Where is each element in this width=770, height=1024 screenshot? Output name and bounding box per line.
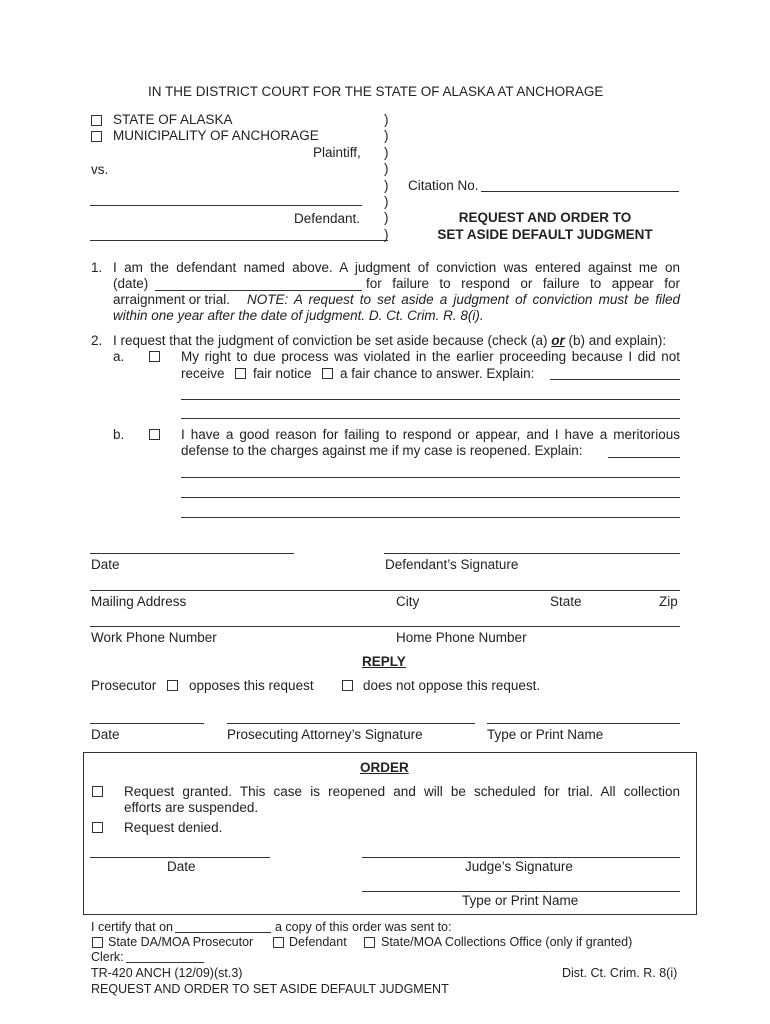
option-a-explain-line-1[interactable]	[550, 379, 680, 380]
request-granted-checkbox[interactable]	[92, 786, 103, 797]
judge-signature-field[interactable]	[362, 857, 680, 858]
state-da-label: State DA/MOA Prosecutor	[108, 935, 254, 949]
work-phone-label: Work Phone Number	[91, 630, 217, 645]
para1-number: 1.	[91, 260, 103, 275]
defendant-signature-field[interactable]	[384, 553, 680, 554]
fair-chance-checkbox[interactable]	[322, 368, 333, 379]
request-denied-checkbox[interactable]	[92, 822, 103, 833]
state-da-checkbox[interactable]	[92, 937, 103, 948]
para2-intro	[113, 333, 666, 348]
fair-chance-label: a fair chance to answer. Explain:	[340, 366, 535, 381]
form-title-line1: REQUEST AND ORDER TO	[458, 210, 632, 225]
defendant-copy-label: Defendant	[289, 935, 347, 949]
certify-text-b: a copy of this order was sent to:	[275, 920, 452, 934]
option-a-line1: My right to due process was violated in the earlier proceeding because I did not	[181, 349, 680, 364]
state-of-alaska-checkbox[interactable]	[91, 115, 102, 126]
para2-intro-a: I request that the judgment of conviction be set aside because (check (a)	[113, 333, 548, 348]
opposes-checkbox[interactable]	[167, 680, 178, 691]
option-a-checkbox[interactable]	[149, 351, 160, 362]
vs-label: vs.	[91, 162, 109, 177]
address-field[interactable]	[90, 590, 680, 591]
para1-date-label: (date)	[113, 276, 149, 291]
municipality-checkbox[interactable]	[91, 131, 102, 142]
zip-label: Zip	[659, 594, 678, 609]
reply-date-field[interactable]	[90, 723, 204, 724]
mailing-address-label: Mailing Address	[91, 594, 187, 609]
clerk-label: Clerk:	[91, 950, 124, 964]
fair-notice-label: fair notice	[253, 366, 312, 381]
reply-date-label: Date	[91, 727, 120, 742]
para2-number: 2.	[91, 333, 103, 348]
judge-name-label: Type or Print Name	[462, 893, 579, 908]
form-id: TR-420 ANCH (12/09)(st.3)	[91, 966, 243, 980]
opposes-label: opposes this request	[189, 678, 314, 693]
state-of-alaska-label: STATE OF ALASKA	[113, 112, 233, 127]
clerk-field[interactable]	[126, 962, 204, 963]
defendant-label: Defendant.	[294, 211, 361, 226]
option-b-line2: defense to the charges against me if my case is reopened. Explain:	[181, 443, 583, 458]
option-b-explain-line-1[interactable]	[608, 457, 680, 458]
option-b-checkbox[interactable]	[149, 429, 160, 440]
citation-number-field[interactable]	[481, 191, 679, 192]
judge-name-field[interactable]	[362, 891, 680, 892]
option-b-line1: I have a good reason for failing to respond or appear, and I have a meritorious	[181, 427, 680, 442]
certify-date-field[interactable]	[175, 932, 271, 933]
order-heading: ORDER	[360, 760, 409, 775]
para2-intro-or: or	[551, 333, 565, 348]
attorney-name-label: Type or Print Name	[487, 727, 604, 742]
para2-intro-b: (b) and explain):	[568, 333, 667, 348]
defendant-signature-label: Defendant’s Signature	[385, 557, 519, 572]
option-a-label: a.	[113, 349, 125, 364]
option-b-label: b.	[113, 427, 125, 442]
option-a-receive: receive	[181, 366, 225, 381]
request-denied-label: Request denied.	[124, 820, 223, 835]
certify-text-a: I certify that on	[91, 920, 173, 934]
defendant-copy-checkbox[interactable]	[273, 937, 284, 948]
attorney-signature-field[interactable]	[227, 723, 475, 724]
para1-line3a: arraignment or trial.	[113, 292, 231, 307]
caption-parens: ) ) ) ) ) ) ) )	[384, 112, 389, 242]
does-not-oppose-checkbox[interactable]	[342, 680, 353, 691]
defendant-name-line[interactable]	[90, 205, 362, 206]
court-heading: IN THE DISTRICT COURT FOR THE STATE OF ALASKA AT ANCHORAGE	[148, 84, 604, 99]
option-a-explain-line-3[interactable]	[181, 418, 680, 419]
does-not-oppose-label: does not oppose this request.	[363, 678, 541, 693]
date-label: Date	[91, 557, 120, 572]
plaintiff-label: Plaintiff,	[313, 145, 361, 160]
para1-line2: for failure to respond or failure to appear for	[366, 276, 680, 291]
option-b-explain-line-2[interactable]	[181, 477, 680, 478]
court-rule: Dist. Ct. Crim. R. 8(i)	[562, 966, 678, 980]
home-phone-label: Home Phone Number	[396, 630, 527, 645]
municipality-label: MUNICIPALITY OF ANCHORAGE	[113, 128, 319, 143]
option-b-explain-line-4[interactable]	[181, 517, 680, 518]
fair-notice-checkbox[interactable]	[235, 368, 246, 379]
defendant-name-line-2[interactable]	[90, 240, 388, 241]
collections-checkbox[interactable]	[364, 937, 375, 948]
judgment-date-field[interactable]	[155, 290, 362, 291]
request-granted-label-cont: efforts are suspended.	[124, 800, 259, 815]
attorney-signature-label: Prosecuting Attorney’s Signature	[227, 727, 423, 742]
citation-label: Citation No.	[408, 178, 479, 193]
footer-form-title: REQUEST AND ORDER TO SET ASIDE DEFAULT JUDGMENT	[91, 982, 449, 996]
reply-heading: REPLY	[362, 654, 406, 669]
date-field[interactable]	[90, 553, 294, 554]
option-b-explain-line-3[interactable]	[181, 497, 680, 498]
collections-label: State/MOA Collections Office (only if granted)	[381, 935, 633, 949]
para1-note-cont: within one year after the date of judgment. D. Ct. Crim. R. 8(i).	[113, 308, 484, 323]
phone-field[interactable]	[90, 626, 680, 627]
judge-signature-label: Judge’s Signature	[465, 859, 573, 874]
form-title-line2: SET ASIDE DEFAULT JUDGMENT	[437, 227, 653, 242]
order-date-label: Date	[167, 859, 196, 874]
city-label: City	[396, 594, 420, 609]
para1-line1: I am the defendant named above. A judgment of conviction was entered against me on	[113, 260, 680, 275]
para1-note: NOTE: A request to set aside a judgment of conviction must be filed	[247, 292, 680, 307]
prosecutor-label: Prosecutor	[91, 678, 157, 693]
state-label: State	[550, 594, 582, 609]
option-a-explain-line-2[interactable]	[181, 399, 680, 400]
request-granted-label: Request granted. This case is reopened and will be scheduled for trial. All collection	[124, 784, 680, 799]
order-date-field[interactable]	[90, 857, 270, 858]
attorney-name-field[interactable]	[487, 723, 680, 724]
